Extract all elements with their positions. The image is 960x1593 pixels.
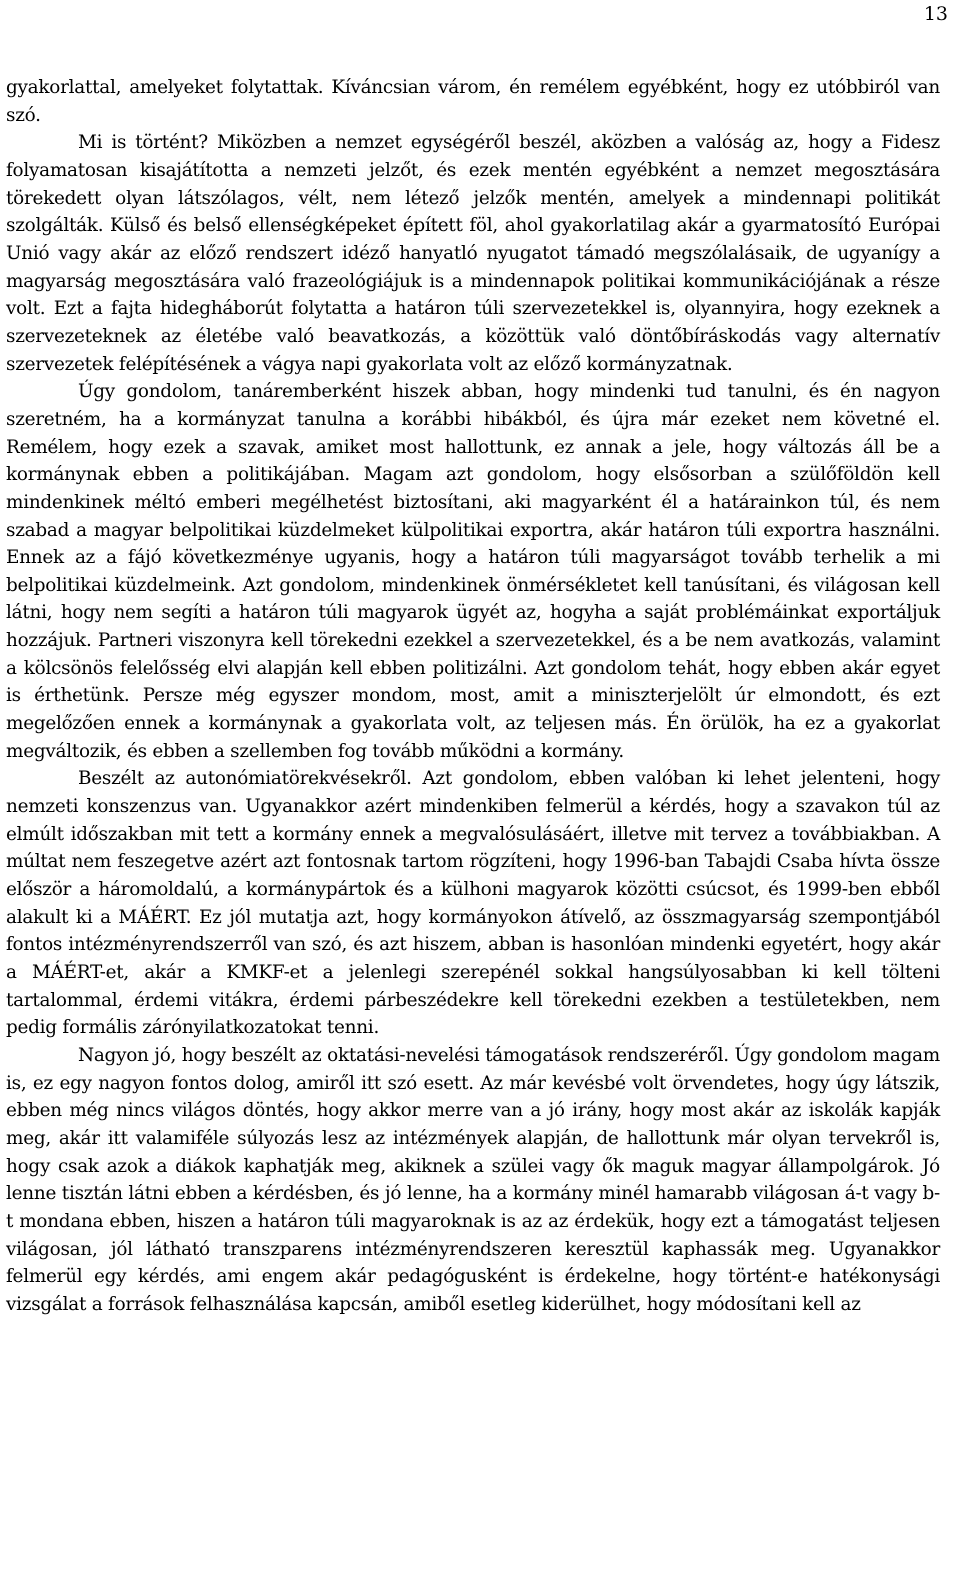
page-number: 13: [923, 3, 948, 25]
paragraph-4: Beszélt az autonómiatörekvésekről. Azt gondolom, ebben valóban ki lehet jelenteni, hogy nemzeti konszenzus van. Ugyanakkor azért mindenkiben felmerül a kérdés, hogy a szavakon túl az elmúlt időszakban mit tett a kormány ennek a megvalósulásáért, illetve mit tervez a továbbiakban. A múltat nem feszegetve azért azt fontosnak tartom rögzíteni, hogy 1996-ban Tabajdi Csaba hívta össze először a háromoldalú, a kormánypártok és a külhoni magyarok közötti csúcsot, és 1999-ben ebből alakult ki a MÁÉRT. Ez jól mutatja azt, hogy kormányokon átívelő, az összmagyarság szempontjából fontos intézményrendszerről van szó, és azt hiszem, abban is hasonlóan mindenki egyetért, hogy akár a MÁÉRT-et, akár a KMKF-et a jelenlegi szerepénél sokkal hangsúlyosabban ki kell tölteni tartalommal, érdemi vitákra, érdemi párbeszédekre kell törekedni ezekben a testületekben, nem pedig formális zárónyilatkozatokat tenni.: [6, 768, 940, 1039]
body-text: [6, 74, 940, 1319]
paragraph-1: gyakorlattal, amelyeket folytattak. Kíváncsian várom, én remélem egyébként, hogy ez utóbbiról van szó.: [6, 77, 940, 126]
paragraph-2: Mi is történt? Miközben a nemzet egységéről beszél, aközben a valóság az, hogy a Fidesz folyamatosan kisajátította a nemzeti jelzőt, és ezek mentén egyébként a nemzet megosztására törekedett olyan látszólagos, vélt, nem létező jelzők mentén, amelyek a mindennapi politikát szolgálták. Külső és belső ellenségképeket épített föl, ahol gyakorlatilag akár a gyarmatosító Európai Unió vagy akár az előző rendszert idéző hanyatló nyugatot támadó megszólalásaik, de ugyanígy a magyarság megosztására való frazeológiájuk is a mindennapok politikai kommunikációjának a része volt. Ezt a fajta hidegháborút folytatta a határon túli szervezetekkel is, olyannyira, hogy ezeknek a szervezeteknek az életébe való beavatkozás, a közöttük való döntőbíráskodás vagy alternatív szervezetek felépítésének a vágya napi gyakorlata volt az előző kormányzatnak.: [6, 132, 940, 375]
paragraph-5: Nagyon jó, hogy beszélt az oktatási-nevelési támogatások rendszeréről. Úgy gondolom magam is, ez egy nagyon fontos dolog, amiről itt szó esett. Az már kevésbé volt örvendetes, hogy úgy látszik, ebben még nincs világos döntés, hogy akkor merre van a jó irány, hogy most akár az iskolák kapják meg, akár itt valamiféle súlyozás lesz az intézmények alapján, de hallottunk már olyan tervekről is, hogy csak azok a diákok kaphatják meg, akiknek a szülei vagy ők maguk magyar állampolgárok. Jó lenne tisztán látni ebben a kérdésben, és jó lenne, ha a kormány minél hamarabb világosan á-t vagy b-t mondana ebben, hiszen a határon túli magyaroknak is az az érdekük, hogy ezt a támogatást teljesen világosan, jól látható transzparens intézményrendszeren keresztül kaphassák meg. Ugyanakkor felmerül egy kérdés, ami engem akár pedagógusként is érdekelne, hogy történt-e hatékonysági vizsgálat a források felhasználása kapcsán, amiből esetleg kiderülhet, hogy módosítani kell az: [6, 1044, 940, 1315]
paragraph-3: Úgy gondolom, tanáremberként hiszek abban, hogy mindenki tud tanulni, és én nagyon szeretném, ha a kormányzat tanulna a korábbi hibákból, és újra már ezeket nem követné el. Remélem, hogy ezek a szavak, amiket most hallottunk, ez annak a jele, hogy változás áll be a kormánynak ebben a politikájában. Magam azt gondolom, hogy elsősorban a szülőföldön kell mindenkinek méltó emberi megélhetést biztosítani, aki magyarként él a határainkon túl, és nem szabad a magyar belpolitikai küzdelmeket külpolitikai exportra, akár határon túli exportra használni. Ennek az a fájó következménye ugyanis, hogy a határon túli magyarságot tovább terhelik a mi belpolitikai küzdelmeink. Azt gondolom, mindenkinek önmérsékletet kell tanúsítani, és világosan kell látni, hogy nem segíti a határon túli magyarok ügyét az, hogyha a saját problémáinkat exportáljuk hozzájuk. Partneri viszonyra kell törekedni ezekkel a szervezetekkel, és a be nem avatkozás, valamint a kölcsönös felelősség elvi alapján kell ebben politizálni. Azt gondolom tehát, hogy ebben akár egyet is érthetünk. Persze még egyszer mondom, most, amit a miniszterjelölt úr elmondott, és ezt megelőzően ennek a kormánynak a gyakorlata volt, az teljesen más. Én örülök, ha ez a gyakorlat megváltozik, és ebben a szellemben fog tovább működni a kormány.: [6, 381, 940, 762]
